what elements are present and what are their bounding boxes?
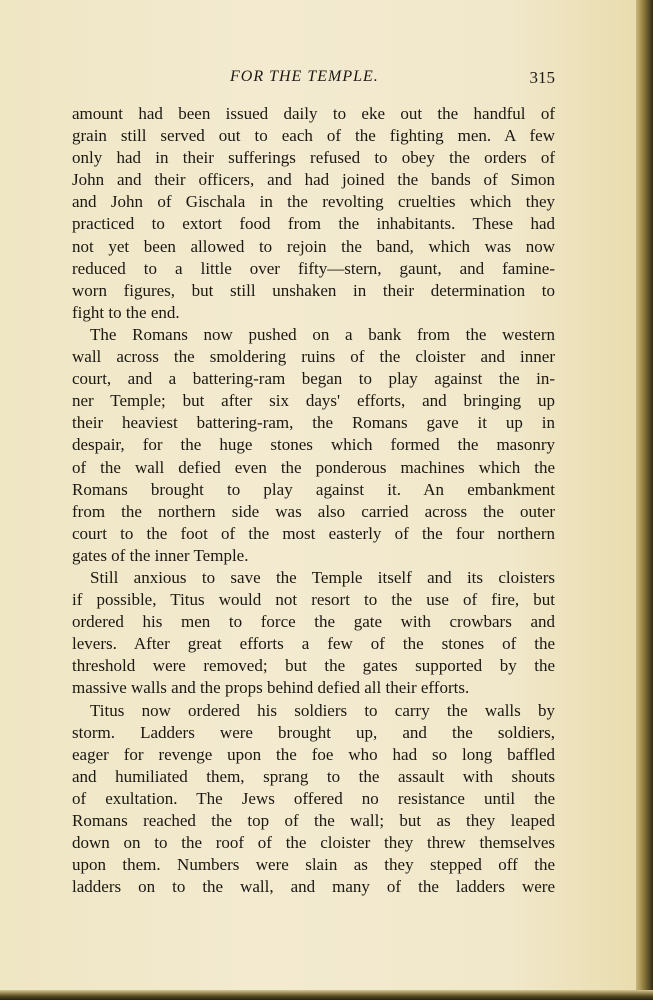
text-line: storm. Ladders were brought up, and the soldiers, xyxy=(72,722,555,742)
text-line: ordered his men to force the gate with crowbars and xyxy=(72,612,555,632)
page-edge-shadow xyxy=(636,0,653,1000)
text-line: of exultation. The Jews offered no resistance until the xyxy=(72,788,555,808)
running-head: FOR THE TEMPLE. xyxy=(230,68,379,85)
text-line: John and their officers, and had joined the bands of Simon xyxy=(72,170,555,190)
text-line: grain still served out to each of the fighting men. A few xyxy=(72,126,555,146)
text-line: and John of Gischala in the revolting cruelties which they xyxy=(72,192,555,212)
text-line: The Romans now pushed on a bank from the western xyxy=(90,324,555,344)
text-line: court, and a battering-ram began to play against the in- xyxy=(72,369,555,389)
text-line: only had in their sufferings refused to obey the orders of xyxy=(72,148,555,168)
text-line: amount had been issued daily to eke out the handful of xyxy=(72,104,555,123)
text-line: practiced to extort food from the inhabitants. These had xyxy=(72,214,555,234)
body-text xyxy=(72,103,555,898)
text-line: fight to the end. xyxy=(72,302,180,322)
text-line: despair, for the huge stones which formed the masonry xyxy=(72,435,555,455)
text-line: if possible, Titus would not resort to the use of fire, but xyxy=(72,590,555,610)
text-line: down on to the roof of the cloister they threw themselves xyxy=(72,833,555,853)
text-line: levers. After great efforts a few of the stones of the xyxy=(72,634,555,654)
text-line: ladders on to the wall, and many of the ladders were xyxy=(72,877,555,897)
page-bottom-shadow xyxy=(0,990,653,1000)
text-line: of the wall defied even the ponderous machines which the xyxy=(72,457,555,477)
text-line: not yet been allowed to rejoin the band, which was now xyxy=(72,236,555,256)
text-line: worn figures, but still unshaken in their determination to xyxy=(72,280,555,300)
page-header xyxy=(72,68,555,94)
text-line: and humiliated them, sprang to the assault with shouts xyxy=(72,766,555,786)
text-line: Romans reached the top of the wall; but as they leaped xyxy=(72,811,555,830)
text-line: their heaviest battering-ram, the Romans gave it up in xyxy=(72,413,555,433)
text-line: upon them. Numbers were slain as they stepped off the xyxy=(72,855,555,875)
text-line: wall across the smoldering ruins of the cloister and inner xyxy=(72,347,555,367)
text-line: from the northern side was also carried across the outer xyxy=(72,501,555,521)
text-line: court to the foot of the most easterly of the four northern xyxy=(72,523,555,543)
text-line: threshold were removed; but the gates supported by the xyxy=(72,656,555,676)
text-line: reduced to a little over fifty—stern, gaunt, and famine- xyxy=(72,258,555,278)
text-line: ner Temple; but after six days' efforts, and bringing up xyxy=(72,391,555,411)
text-line: eager for revenge upon the foe who had so long baffled xyxy=(72,744,555,764)
page-number: 315 xyxy=(529,68,555,87)
text-line: massive walls and the props behind defied all their efforts. xyxy=(72,678,470,698)
text-line: Titus now ordered his soldiers to carry the walls by xyxy=(90,700,555,720)
text-line: Still anxious to save the Temple itself and its cloisters xyxy=(90,567,555,587)
text-line: Romans brought to play against it. An embankment xyxy=(72,479,555,499)
text-line: gates of the inner Temple. xyxy=(72,545,249,565)
